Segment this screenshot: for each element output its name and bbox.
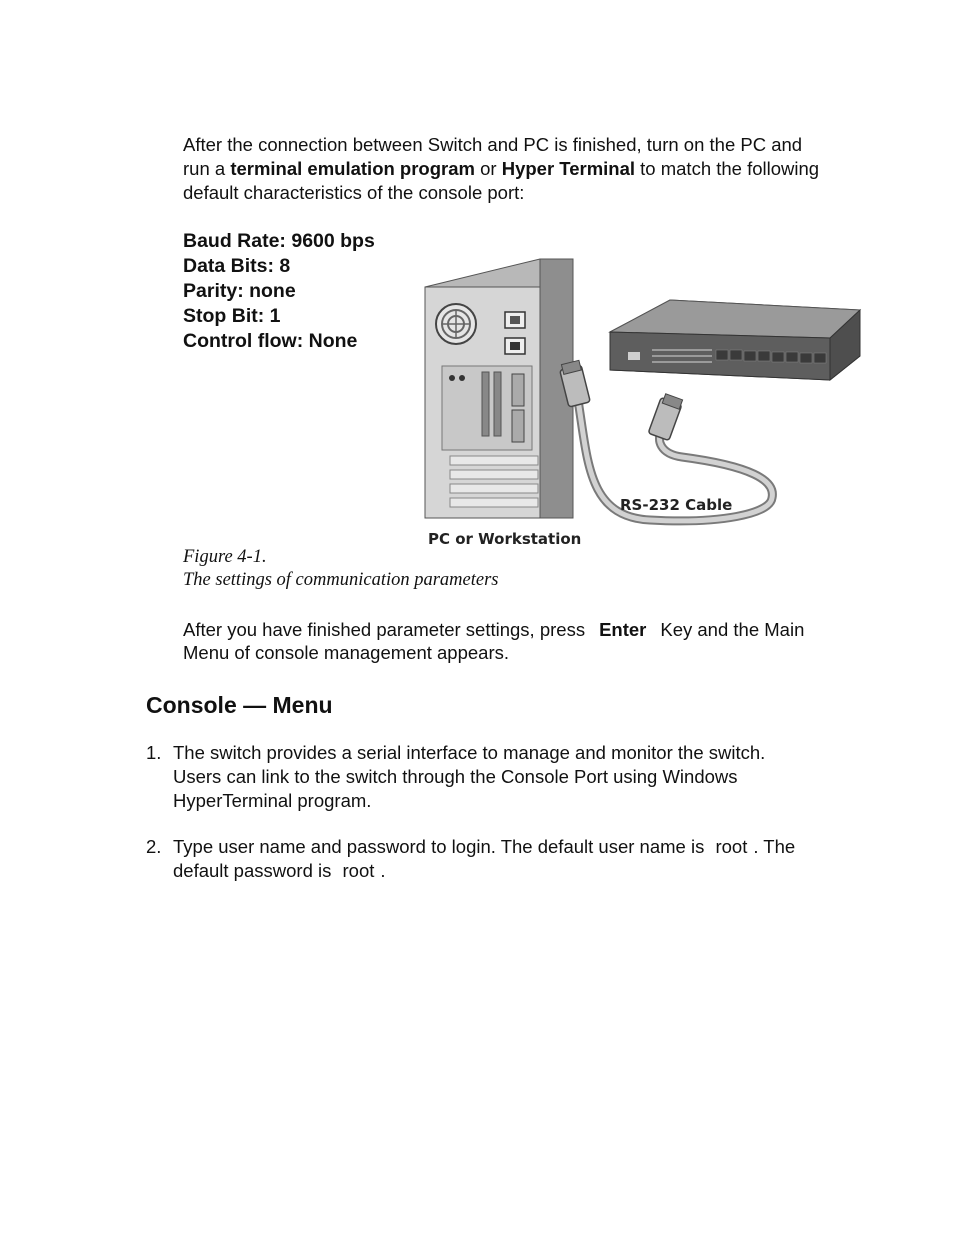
- console-settings-list: [183, 229, 375, 354]
- after-text-1: After you have finished parameter settings, press: [183, 619, 586, 640]
- list-item: [146, 835, 806, 883]
- setting-baud-rate: Baud Rate: 9600 bps: [183, 230, 375, 252]
- after-settings-paragraph: [183, 618, 823, 664]
- caption-figure-number: Figure 4-1.: [183, 547, 267, 567]
- default-password: root: [342, 860, 375, 881]
- list-item: [146, 741, 806, 813]
- section-heading: Console — Menu: [146, 692, 333, 718]
- setting-control-flow: Control flow: None: [183, 330, 358, 352]
- cable-label: RS-232 Cable: [620, 496, 733, 514]
- step-number: 1.: [146, 742, 162, 763]
- step-number: 2.: [146, 836, 162, 857]
- pc-tower-illustration: [425, 259, 573, 518]
- step-text: The switch provides a serial interface to manage and monitor the switch. Users can link to the switch through the Console Port using Windows HyperTerminal program.: [173, 742, 766, 811]
- intro-text-3: to match the following default characteristics of the console port:: [183, 158, 820, 203]
- switch-illustration: [610, 300, 860, 380]
- intro-text-2: or: [474, 158, 502, 179]
- figure-caption: [183, 546, 499, 592]
- intro-paragraph: [183, 133, 823, 205]
- step-text: Type user name and password to login. The default user name is: [173, 836, 705, 857]
- intro-text-1: After the connection between Switch and PC is finished, turn on the PC and run a: [183, 134, 803, 179]
- connection-figure: [420, 252, 890, 552]
- console-steps-list: [146, 741, 806, 905]
- caption-title: The settings of communication parameters: [183, 570, 499, 590]
- intro-bold-terminal: terminal emulation program: [230, 158, 475, 179]
- default-username: root: [715, 836, 748, 857]
- setting-data-bits: Data Bits: 8: [183, 255, 291, 277]
- intro-bold-hyperterminal: Hyper Terminal: [501, 158, 636, 179]
- step-text-2: . The default password is: [173, 836, 796, 881]
- setting-parity: Parity: none: [183, 280, 296, 302]
- setting-stop-bit: Stop Bit: 1: [183, 305, 281, 327]
- pc-label: PC or Workstation: [428, 530, 582, 548]
- enter-key-label: Enter: [599, 619, 647, 640]
- after-text-2: Key and the Main Menu of console management appears.: [183, 619, 805, 663]
- step-text-3: .: [380, 860, 386, 881]
